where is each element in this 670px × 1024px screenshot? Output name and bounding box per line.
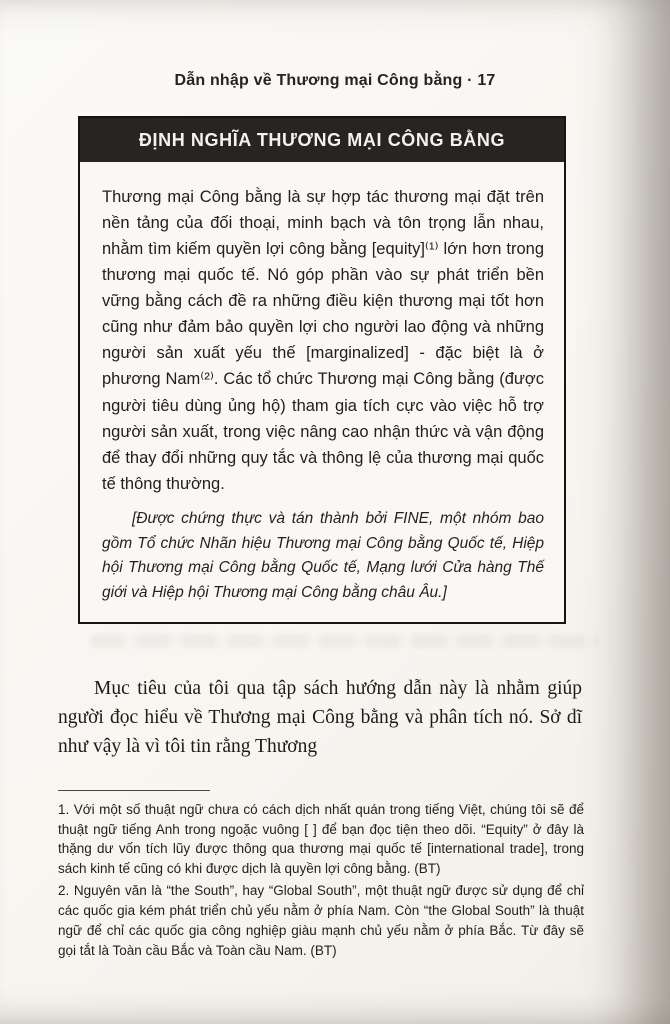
running-head: Dẫn nhập về Thương mại Công bằng · 17 <box>174 72 496 89</box>
showthrough-ghost-top <box>90 634 600 648</box>
definition-box-body <box>80 162 564 622</box>
footnote-separator <box>58 790 210 791</box>
footnotes-section <box>58 800 584 961</box>
definition-box <box>78 116 566 624</box>
definition-box-text: Thương mại Công bằng là sự hợp tác thương mại đặt trên nền tảng của đối thoại, minh bạch và tôn trọng lẫn nhau, nhằm tìm kiếm quyền lợi công bằng [equity]⁽¹⁾ lớn hơn trong thương mại quốc tế. Nó góp phần vào sự phát triển bền vững bằng cách đề ra những điều kiện thương mại tốt hơn cũng như đảm bảo quyền lợi cho người lao động và những người sản xuất yếu thế [marginalized] - đặc biệt là ở phương Nam⁽²⁾. Các tổ chức Thương mại Công bằng (được người tiêu dùng ủng hộ) tham gia tích cực vào việc hỗ trợ người sản xuất, trong việc nâng cao nhận thức và vận động để thay đổi những quy tắc và thông lệ của thương mại quốc tế thông thường. <box>102 188 544 493</box>
definition-box-title: ĐỊNH NGHĨA THƯƠNG MẠI CÔNG BẰNG <box>80 118 564 162</box>
footnote-1: 1. Với một số thuật ngữ chưa có cách dịch nhất quán trong tiếng Việt, chúng tôi sẽ để thuật ngữ tiếng Anh trong ngoặc vuông [ ] để bạn đọc tiện theo dõi. “Equity” ở đây là thặng dư vốn tích lũy được thông qua thương mại quốc tế [international trade], trong sách kinh tế cũng có khi được dịch là quyền lợi công bằng. (BT) <box>58 801 584 877</box>
body-paragraph: Mục tiêu của tôi qua tập sách hướng dẫn này là nhằm giúp người đọc hiểu về Thương mại Công bằng và phân tích nó. Sở dĩ như vậy là vì tôi tin rằng Thương <box>58 677 582 758</box>
definition-box-attribution: [Được chứng thực và tán thành bởi FINE, một nhóm bao gồm Tổ chức Nhãn hiệu Thương mại Công bằng Quốc tế, Hiệp hội Thương mại Công bằng Quốc tế, Mạng lưới Cửa hàng Thế giới và Hiệp hội Thương mại Công bằng châu Âu.] <box>102 509 544 602</box>
footnote-2: 2. Nguyên văn là “the South”, hay “Global South”, một thuật ngữ được sử dụng để chỉ các quốc gia kém phát triển chủ yếu nằm ở phía Nam. Còn “the Global South” là thuật ngữ để chỉ các quốc gia công nghiệp giàu mạnh chủ yếu nằm ở phía Bắc. Từ đây sẽ gọi tắt là Toàn cầu Bắc và Toàn cầu Nam. (BT) <box>58 883 584 958</box>
